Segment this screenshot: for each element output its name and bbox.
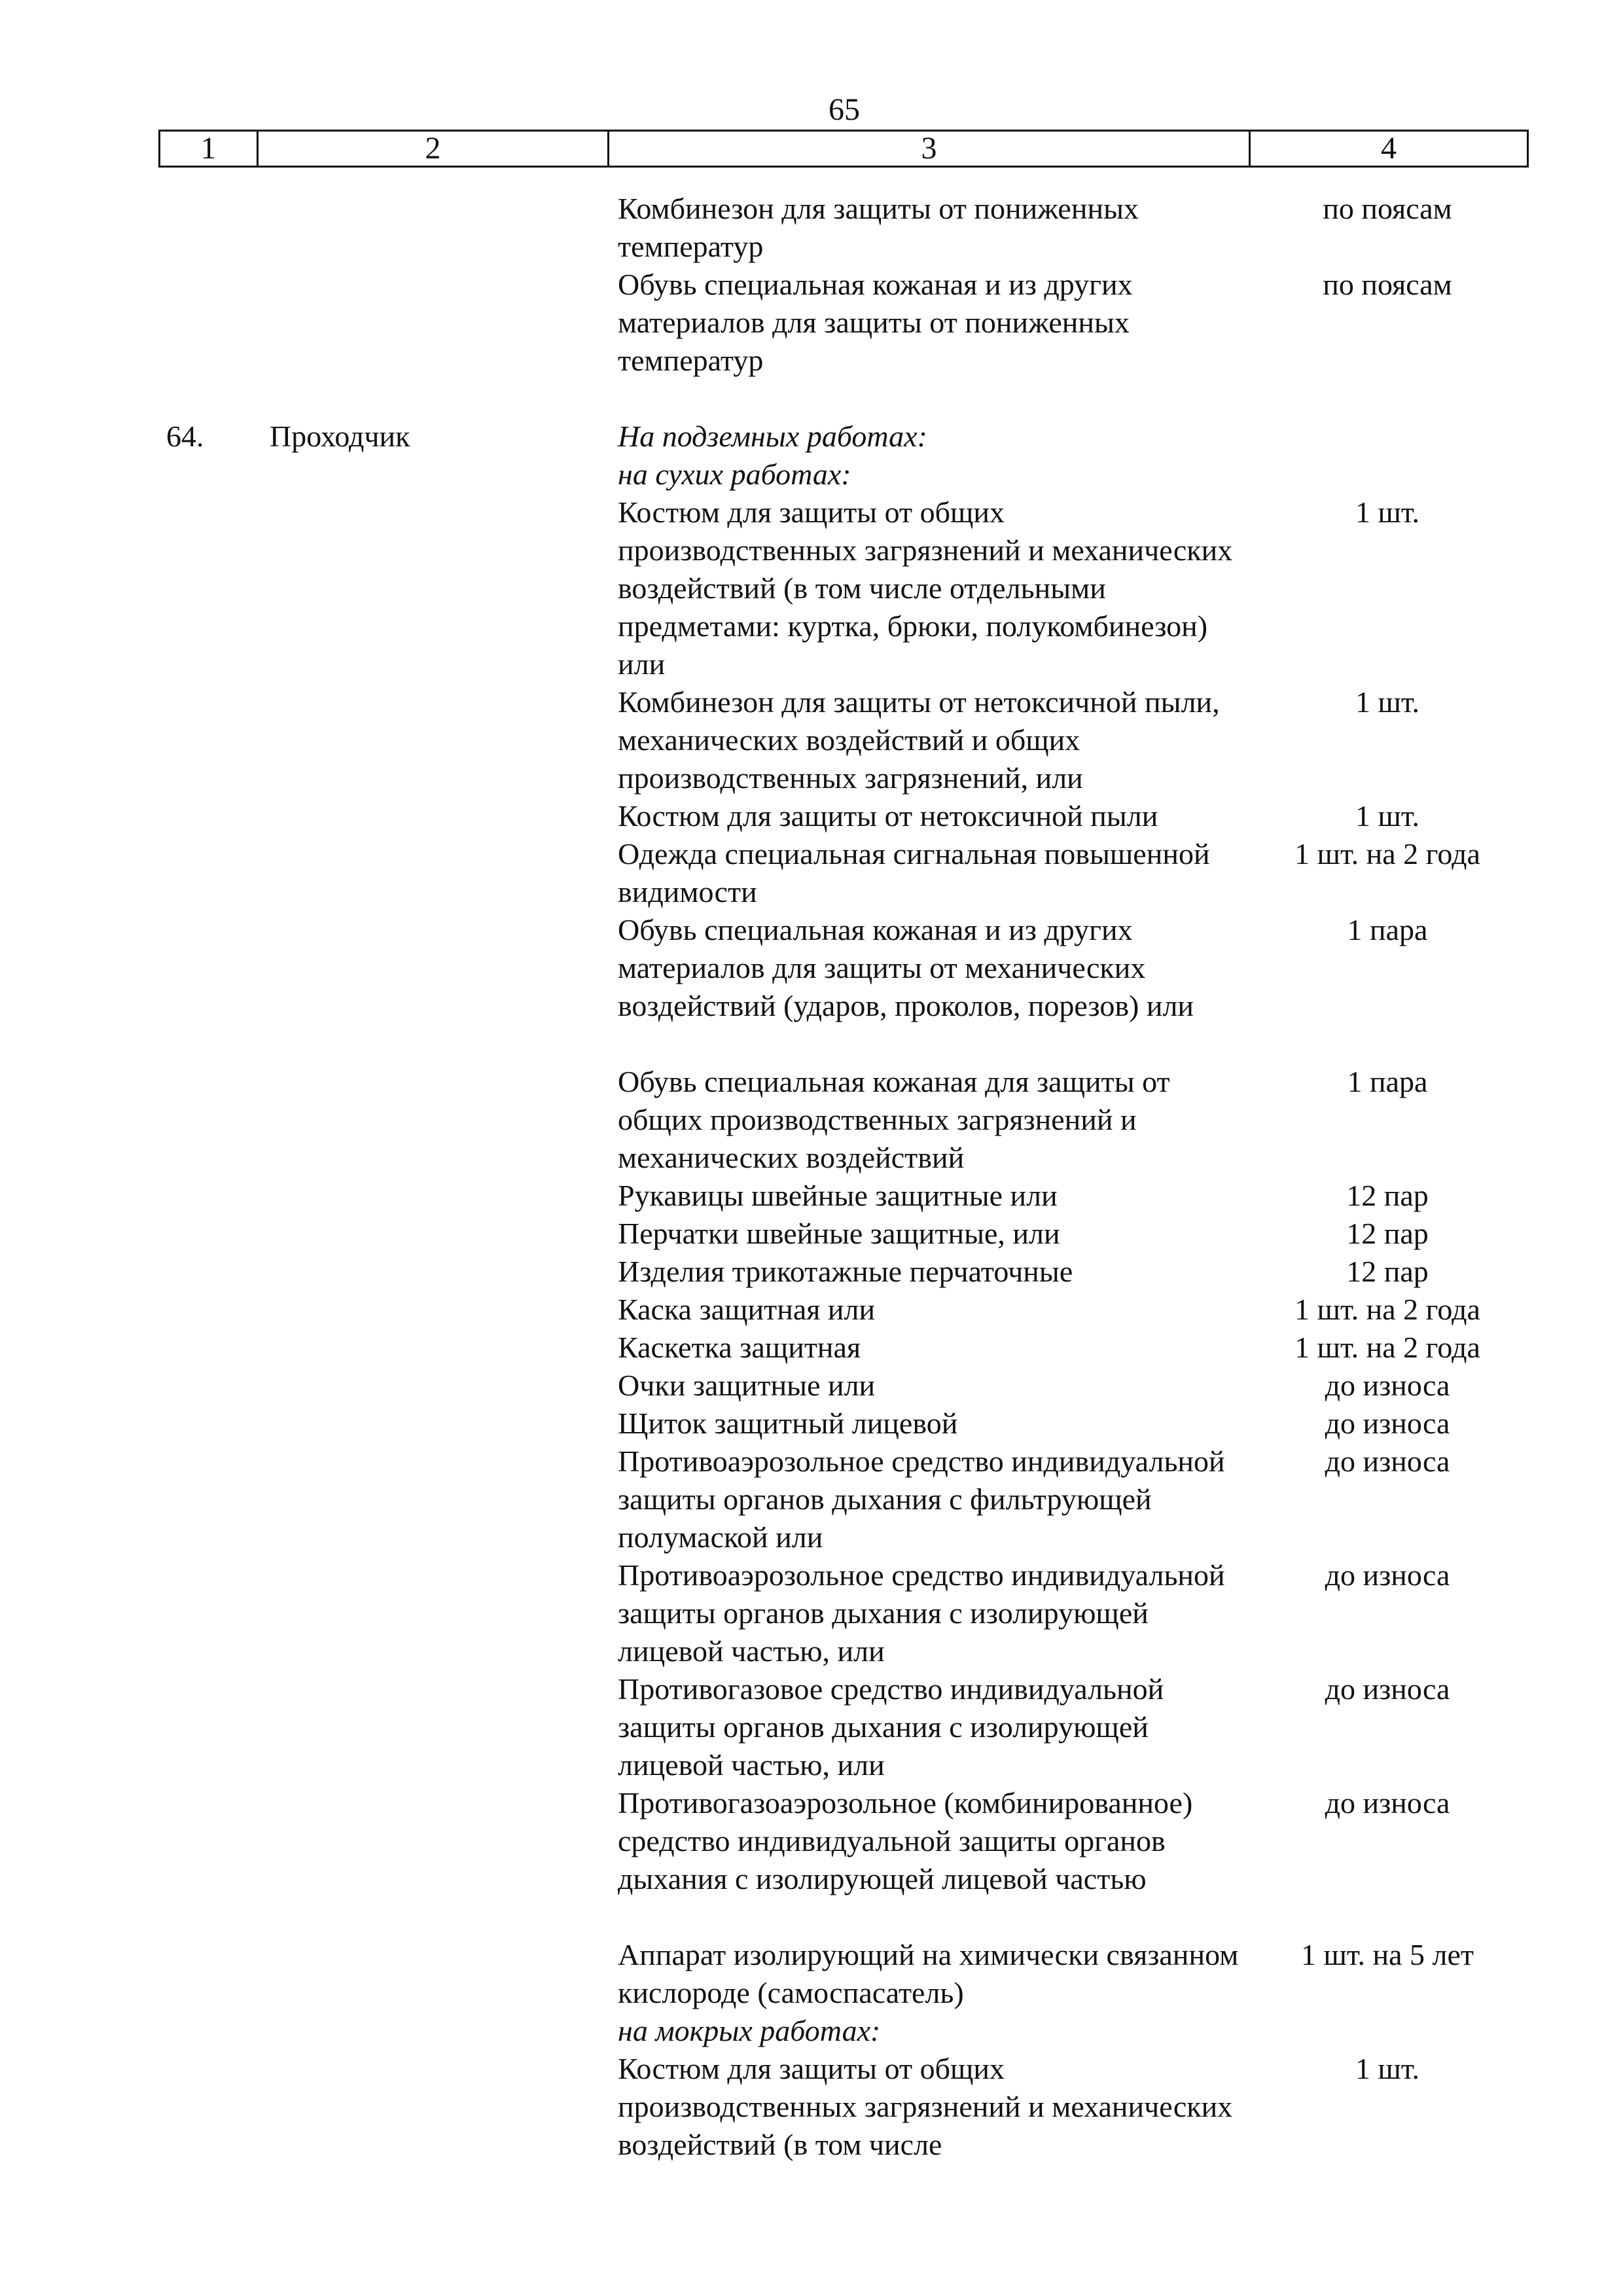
- item-name: Противогазовое средство индивидуальной защиты органов дыхания с изолирующей лицевой частью, или: [618, 1672, 1164, 1782]
- item-name: Рукавицы швейные защитные или: [618, 1179, 1058, 1212]
- item-norm: 12 пар: [1346, 1255, 1429, 1288]
- item-norm: 1 шт. на 2 года: [1294, 1331, 1480, 1364]
- entry-number: 64.: [166, 420, 204, 453]
- column-header-row: [158, 130, 1529, 168]
- item-name: Обувь специальная кожаная для защиты от общих производственных загрязнений и механических воздействий: [618, 1065, 1170, 1174]
- column-header-3: 3: [609, 132, 1251, 166]
- item-name: Щиток защитный лицевой: [618, 1407, 958, 1440]
- subsection-wet: на мокрых работах:: [618, 2014, 881, 2047]
- section-heading: На подземных работах:: [618, 420, 927, 453]
- item-name: Костюм для защиты от общих производственных загрязнений и механических воздействий (в том числе отдельными предметами: куртка, брюки, полукомбинезон) или: [618, 495, 1233, 681]
- item-norm: по поясам: [1323, 268, 1452, 301]
- item-norm: до износа: [1325, 1369, 1450, 1402]
- item-norm: 1 шт. на 2 года: [1294, 1293, 1480, 1326]
- item-norm: 1 шт. на 2 года: [1294, 837, 1480, 870]
- item-name: Противоаэрозольное средство индивидуальной защиты органов дыхания с изолирующей лицевой частью, или: [618, 1558, 1225, 1668]
- subsection-dry: на сухих работах:: [618, 457, 851, 491]
- item-norm: 1 пара: [1347, 1065, 1428, 1098]
- item-name: Комбинезон для защиты от пониженных температур: [618, 192, 1139, 263]
- item-name: Одежда специальная сигнальная повышенной видимости: [618, 837, 1210, 908]
- item-norm: до износа: [1325, 1407, 1450, 1440]
- item-name: Комбинезон для защиты от нетоксичной пыли, механических воздействий и общих производственных загрязнений, или: [618, 685, 1220, 795]
- item-norm: 1 шт.: [1355, 799, 1420, 833]
- item-norm: 12 пар: [1346, 1217, 1429, 1250]
- item-name: Противогазоаэрозольное (комбинированное) средство индивидуальной защиты органов дыхания с изолирующей лицевой частью: [618, 1786, 1193, 1895]
- profession-name: Проходчик: [270, 420, 410, 453]
- item-name: Изделия трикотажные перчаточные: [618, 1255, 1073, 1288]
- item-norm: по поясам: [1323, 192, 1452, 225]
- item-norm: 1 шт.: [1355, 495, 1420, 529]
- item-name: Каскетка защитная: [618, 1331, 861, 1364]
- item-norm: до износа: [1325, 1786, 1450, 1820]
- item-norm: 12 пар: [1346, 1179, 1429, 1212]
- item-norm: 1 шт.: [1355, 685, 1420, 719]
- item-name: Аппарат изолирующий на химически связанном кислороде (самоспасатель): [618, 1938, 1239, 2009]
- item-name: Очки защитные или: [618, 1369, 876, 1402]
- page-number: 65: [829, 92, 860, 127]
- item-name: Противоаэрозольное средство индивидуальной защиты органов дыхания с фильтрующей полумаской или: [618, 1444, 1225, 1554]
- column-header-1: 1: [160, 132, 259, 166]
- item-norm: до износа: [1325, 1558, 1450, 1592]
- item-norm: до износа: [1325, 1444, 1450, 1478]
- item-name: Перчатки швейные защитные, или: [618, 1217, 1060, 1250]
- item-norm: 1 шт.: [1355, 2052, 1420, 2085]
- item-name: Костюм для защиты от общих производственных загрязнений и механических воздействий (в том числе: [618, 2052, 1233, 2161]
- item-name: Обувь специальная кожаная и из других материалов для защиты от пониженных температур: [618, 268, 1133, 377]
- item-name: Каска защитная или: [618, 1293, 876, 1326]
- item-norm: 1 шт. на 5 лет: [1300, 1938, 1474, 1971]
- item-norm: до износа: [1325, 1672, 1450, 1706]
- item-name: Костюм для защиты от нетоксичной пыли: [618, 799, 1158, 833]
- item-norm: 1 пара: [1347, 913, 1428, 946]
- column-header-2: 2: [259, 132, 609, 166]
- item-name: Обувь специальная кожаная и из других материалов для защиты от механических воздействий (ударов, проколов, порезов) или: [618, 913, 1194, 1022]
- column-header-4: 4: [1381, 131, 1397, 166]
